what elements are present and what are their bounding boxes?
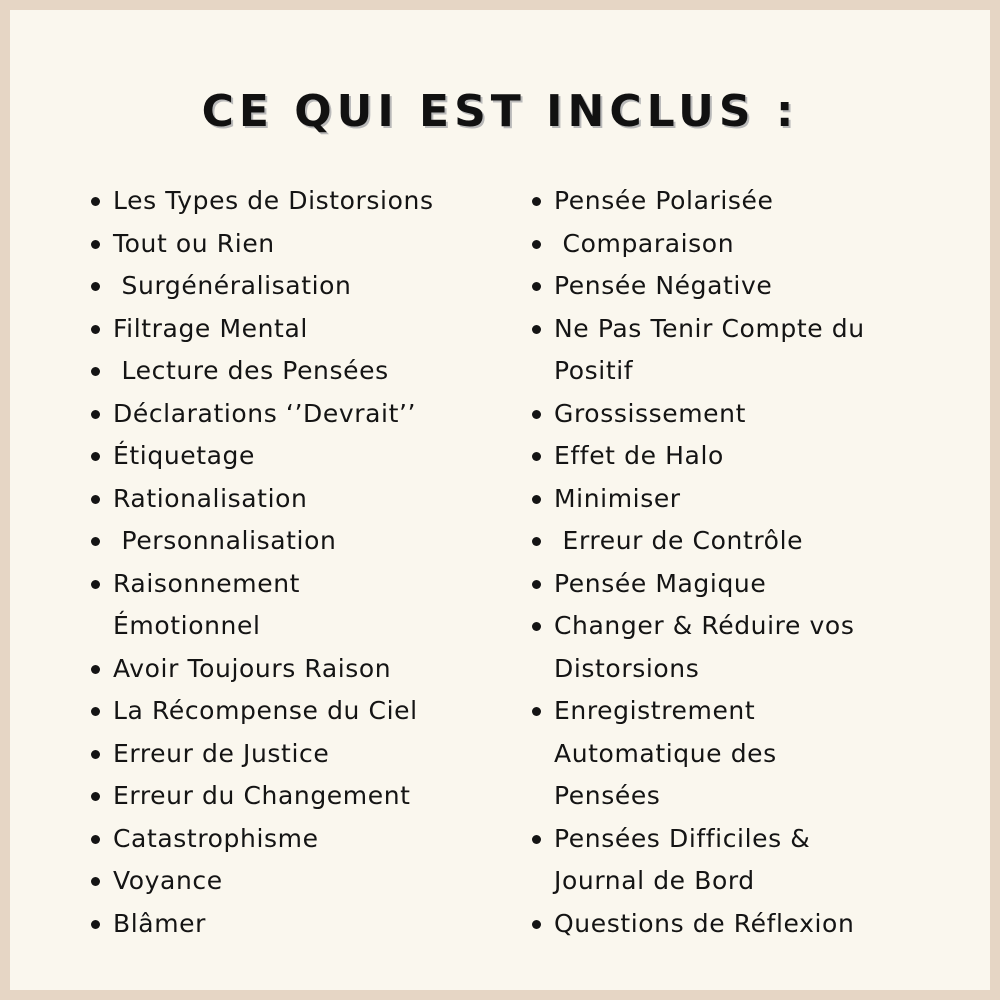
list-item: Erreur du Changement: [88, 775, 508, 818]
list-item: Lecture des Pensées: [88, 350, 508, 393]
list-item: Grossissement: [529, 393, 969, 436]
list-item: Pensées Difficiles & Journal de Bord: [529, 818, 969, 903]
list-item: Erreur de Justice: [88, 733, 508, 776]
list-item: Changer & Réduire vos Distorsions: [529, 605, 969, 690]
list-item: Pensée Magique: [529, 563, 969, 606]
list-item: Effet de Halo: [529, 435, 969, 478]
list-item: Questions de Réflexion: [529, 903, 969, 946]
list-item: Surgénéralisation: [88, 265, 508, 308]
list-item: Personnalisation: [88, 520, 508, 563]
list-item: Raisonnement Émotionnel: [88, 563, 508, 648]
list-item: Comparaison: [529, 223, 969, 266]
list-item: Erreur de Contrôle: [529, 520, 969, 563]
list-item: La Récompense du Ciel: [88, 690, 508, 733]
list-item: Pensée Polarisée: [529, 180, 969, 223]
list-item: Les Types de Distorsions: [88, 180, 508, 223]
list-item: Ne Pas Tenir Compte du Positif: [529, 308, 969, 393]
included-list-left: [88, 180, 508, 945]
list-item: Voyance: [88, 860, 508, 903]
content-card: [10, 10, 990, 990]
list-item: Filtrage Mental: [88, 308, 508, 351]
list-item: Déclarations ‘’Devrait’’: [88, 393, 508, 436]
list-item: Avoir Toujours Raison: [88, 648, 508, 691]
list-item: Catastrophisme: [88, 818, 508, 861]
list-item: Minimiser: [529, 478, 969, 521]
list-item: Pensée Négative: [529, 265, 969, 308]
list-item: Blâmer: [88, 903, 508, 946]
included-list-right: [529, 180, 969, 945]
list-item: Étiquetage: [88, 435, 508, 478]
list-item: Enregistrement Automatique des Pensées: [529, 690, 969, 818]
list-item: Rationalisation: [88, 478, 508, 521]
page-title: CE QUI EST INCLUS :: [201, 86, 799, 137]
list-item: Tout ou Rien: [88, 223, 508, 266]
